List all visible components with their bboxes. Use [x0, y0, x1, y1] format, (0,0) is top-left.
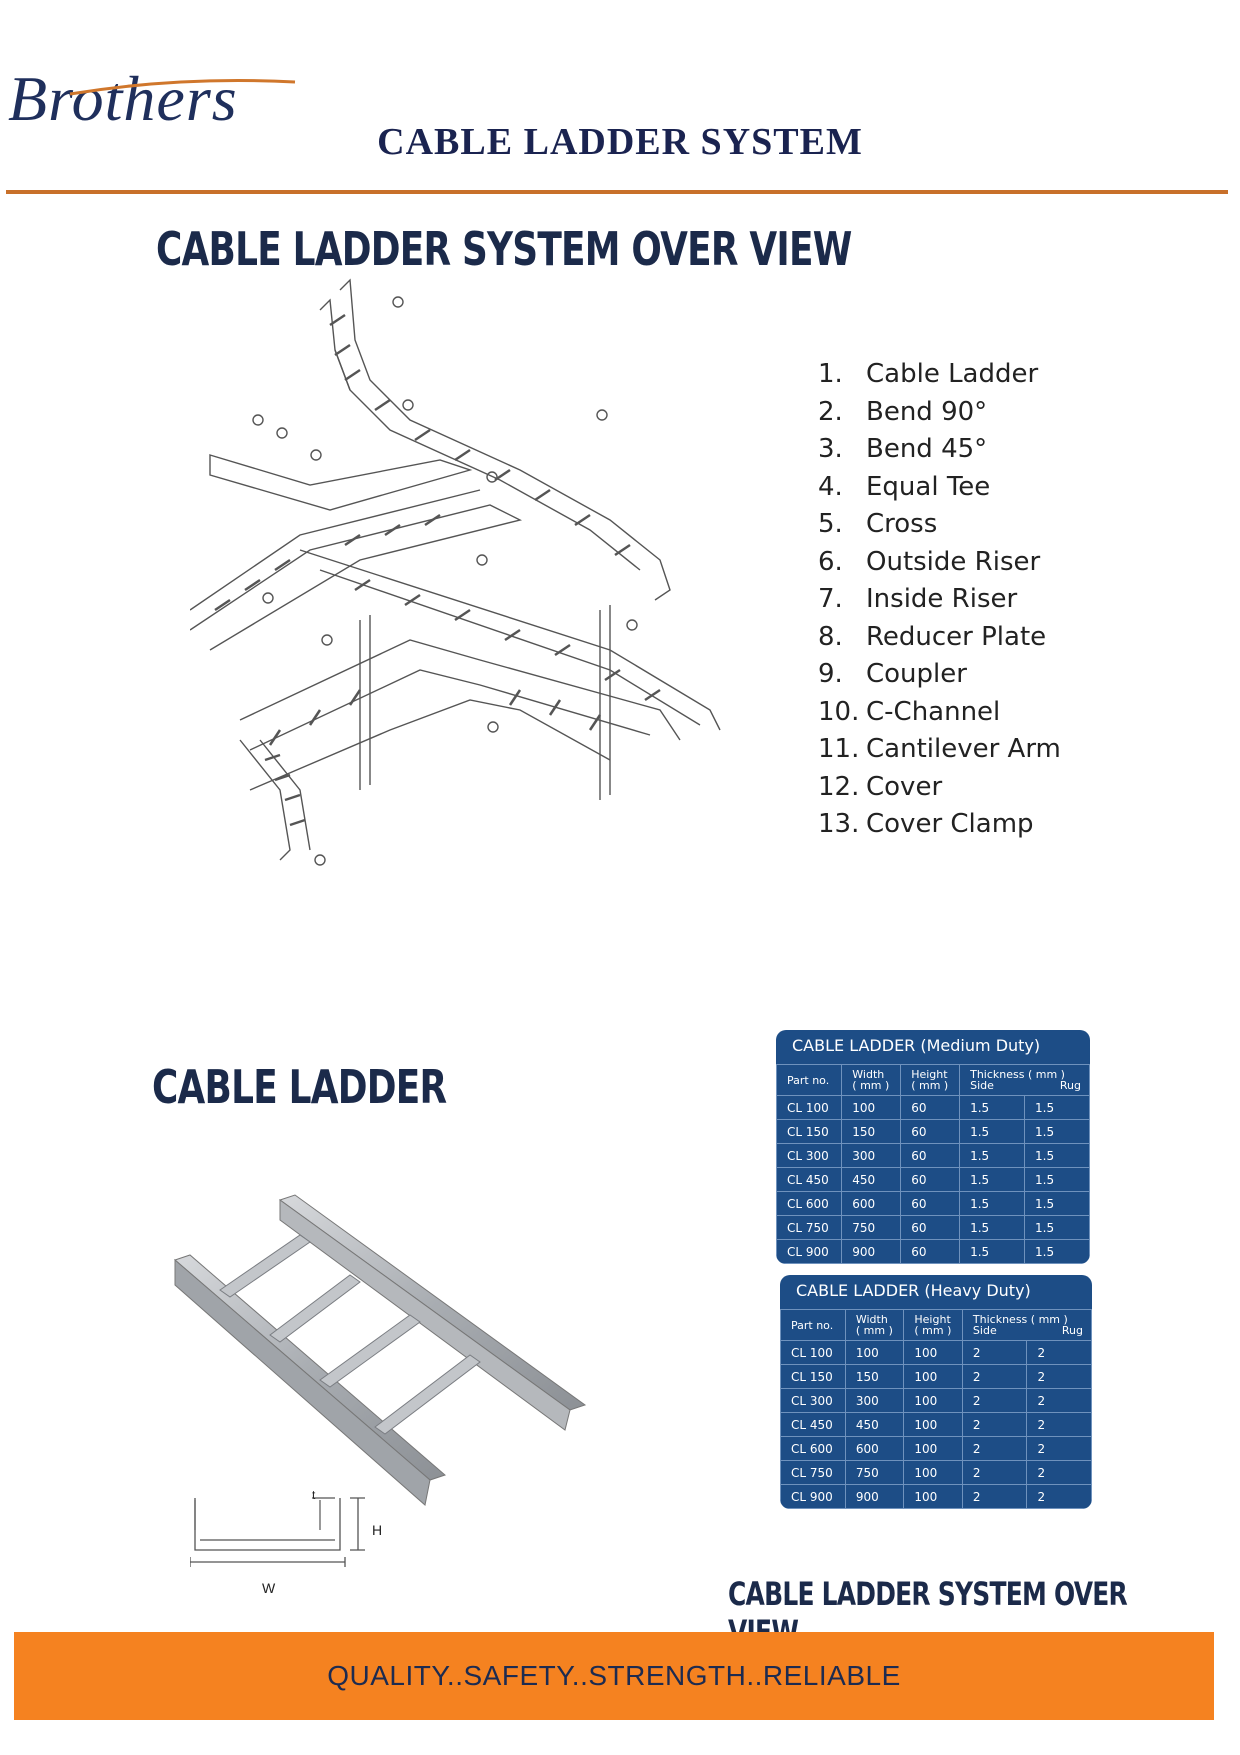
table-cell: 60 — [901, 1240, 960, 1264]
table-cell: 1.5 — [1025, 1168, 1090, 1192]
table-cell: 100 — [904, 1461, 963, 1485]
table-cell: 1.5 — [960, 1192, 1025, 1216]
table-cell: 1.5 — [960, 1168, 1025, 1192]
dimension-width-label: W — [262, 1580, 276, 1596]
logo-swoosh-graphic — [60, 72, 300, 102]
table-cell: CL 600 — [777, 1192, 842, 1216]
table-cell: CL 450 — [781, 1413, 846, 1437]
table-cell: 2 — [1027, 1389, 1092, 1413]
table-cell: 450 — [842, 1168, 901, 1192]
table-cell: 60 — [901, 1144, 960, 1168]
table-cell: 2 — [1027, 1461, 1092, 1485]
table-cell: 600 — [842, 1192, 901, 1216]
table-cell: 100 — [904, 1341, 963, 1365]
dimension-thickness-label: t — [312, 1488, 316, 1502]
legend-item: 5. Cross — [818, 509, 938, 539]
table-cell: 60 — [901, 1096, 960, 1120]
dimension-height-label: H — [372, 1522, 383, 1538]
table-row — [777, 1096, 1090, 1120]
table-cell: 100 — [904, 1437, 963, 1461]
table-cell: 2 — [1027, 1437, 1092, 1461]
table-cell: 1.5 — [1025, 1144, 1090, 1168]
col-height: Height ( mm ) — [901, 1065, 960, 1096]
table-cell: 2 — [1027, 1365, 1092, 1389]
table-cell: 60 — [901, 1216, 960, 1240]
table-row — [781, 1413, 1092, 1437]
table-cell: CL 300 — [777, 1144, 842, 1168]
table-cell: 2 — [962, 1413, 1027, 1437]
table-cell: 750 — [845, 1461, 904, 1485]
col-height: Height ( mm ) — [904, 1310, 963, 1341]
table-cell: CL 900 — [781, 1485, 846, 1509]
table-row — [781, 1485, 1092, 1509]
table-cell: 2 — [962, 1341, 1027, 1365]
bottom-caption: CABLE LADDER SYSTEM OVER — [728, 1575, 1127, 1613]
footer-band — [14, 1632, 1214, 1720]
legend-item: 7. Inside Riser — [818, 584, 1018, 614]
col-width: Width ( mm ) — [845, 1310, 904, 1341]
footer-tagline: QUALITY..SAFETY..STRENGTH..RELIABLE — [327, 1660, 901, 1691]
brand-logo: Brothers — [8, 63, 238, 134]
table-cell: 1.5 — [1025, 1096, 1090, 1120]
table-cell: 2 — [962, 1461, 1027, 1485]
medium-duty-table-title: CABLE LADDER (Medium Duty) — [792, 1036, 1041, 1055]
table-row — [777, 1240, 1090, 1264]
table-cell: CL 750 — [781, 1461, 846, 1485]
table-cell: 100 — [904, 1365, 963, 1389]
table-cell: 600 — [845, 1437, 904, 1461]
table-cell: 1.5 — [1025, 1192, 1090, 1216]
table-cell: 1.5 — [1025, 1120, 1090, 1144]
col-part: Part no. — [777, 1065, 842, 1096]
overview-heading: CABLE LADDER SYSTEM OVER VIEW — [156, 222, 852, 276]
table-cell: 1.5 — [960, 1144, 1025, 1168]
table-cell: 300 — [845, 1389, 904, 1413]
table-cell: CL 900 — [777, 1240, 842, 1264]
table-row — [781, 1389, 1092, 1413]
table-cell: 150 — [842, 1120, 901, 1144]
table-row — [781, 1341, 1092, 1365]
table-cell: CL 150 — [781, 1365, 846, 1389]
cable-ladder-system-diagram — [190, 270, 810, 970]
col-part: Part no. — [781, 1310, 846, 1341]
col-width: Width ( mm ) — [842, 1065, 901, 1096]
table-cell: 1.5 — [960, 1240, 1025, 1264]
table-cell: 1.5 — [1025, 1216, 1090, 1240]
table-cell: 750 — [842, 1216, 901, 1240]
table-cell: 450 — [845, 1413, 904, 1437]
table-row — [777, 1216, 1090, 1240]
table-row — [777, 1168, 1090, 1192]
legend-item: 12. Cover — [818, 771, 943, 802]
legend-item: 2. Bend 90° — [818, 396, 988, 427]
legend-item: 6. Outside Riser — [818, 546, 1041, 577]
table-cell: 100 — [842, 1096, 901, 1120]
table-cell: 60 — [901, 1168, 960, 1192]
table-cell: 150 — [845, 1365, 904, 1389]
table-cell: 2 — [962, 1365, 1027, 1389]
table-cell: 300 — [842, 1144, 901, 1168]
table-cell: CL 750 — [777, 1216, 842, 1240]
table-cell: 2 — [1027, 1485, 1092, 1509]
table-cell: 2 — [1027, 1341, 1092, 1365]
table-row — [777, 1192, 1090, 1216]
header-divider — [6, 190, 1228, 194]
table-cell: 100 — [904, 1413, 963, 1437]
legend-item: 1. Cable Ladder — [818, 359, 1039, 389]
table-cell: CL 600 — [781, 1437, 846, 1461]
table-row — [777, 1144, 1090, 1168]
table-cell: 1.5 — [1025, 1240, 1090, 1264]
table-row — [781, 1437, 1092, 1461]
legend-item: 4. Equal Tee — [818, 471, 991, 502]
table-cell: CL 100 — [777, 1096, 842, 1120]
legend-item: 9. Coupler — [818, 659, 967, 689]
table-row — [781, 1365, 1092, 1389]
table-cell: 2 — [962, 1437, 1027, 1461]
table-cell: 2 — [962, 1485, 1027, 1509]
table-cell: 100 — [845, 1341, 904, 1365]
table-cell: 2 — [962, 1389, 1027, 1413]
legend-item: 3. Bend 45° — [818, 434, 988, 464]
legend-item: 11. Cantilever Arm — [818, 734, 1061, 764]
legend-item: 8. Reducer Plate — [818, 621, 1047, 652]
medium-duty-table — [776, 1030, 1090, 1264]
table-cell: 60 — [901, 1192, 960, 1216]
table-row — [781, 1461, 1092, 1485]
table-cell: 1.5 — [960, 1120, 1025, 1144]
table-cell: 900 — [845, 1485, 904, 1509]
col-thickness: Thickness ( mm ) Side Rug — [962, 1310, 1091, 1341]
table-cell: 100 — [904, 1485, 963, 1509]
heavy-duty-table — [780, 1275, 1092, 1509]
table-cell: 60 — [901, 1120, 960, 1144]
table-cell: 1.5 — [960, 1216, 1025, 1240]
document-title: CABLE LADDER SYSTEM — [377, 121, 863, 163]
table-cell: CL 300 — [781, 1389, 846, 1413]
heavy-duty-table-title: CABLE LADDER (Heavy Duty) — [796, 1281, 1031, 1300]
cable-ladder-heading: CABLE LADDER — [152, 1060, 447, 1114]
table-cell: 100 — [904, 1389, 963, 1413]
cable-ladder-product-image — [170, 1190, 590, 1530]
legend-item: 13. Cover Clamp — [818, 809, 1034, 839]
table-row — [777, 1120, 1090, 1144]
table-cell: 2 — [1027, 1413, 1092, 1437]
col-thickness: Thickness ( mm ) Side Rug — [960, 1065, 1090, 1096]
cable-ladder-dimension-drawing — [190, 1490, 410, 1600]
table-cell: 1.5 — [960, 1096, 1025, 1120]
table-cell: CL 100 — [781, 1341, 846, 1365]
component-legend — [818, 356, 1061, 844]
table-cell: CL 150 — [777, 1120, 842, 1144]
table-cell: 900 — [842, 1240, 901, 1264]
legend-item: 10. C-Channel — [818, 696, 1001, 727]
table-cell: CL 450 — [777, 1168, 842, 1192]
